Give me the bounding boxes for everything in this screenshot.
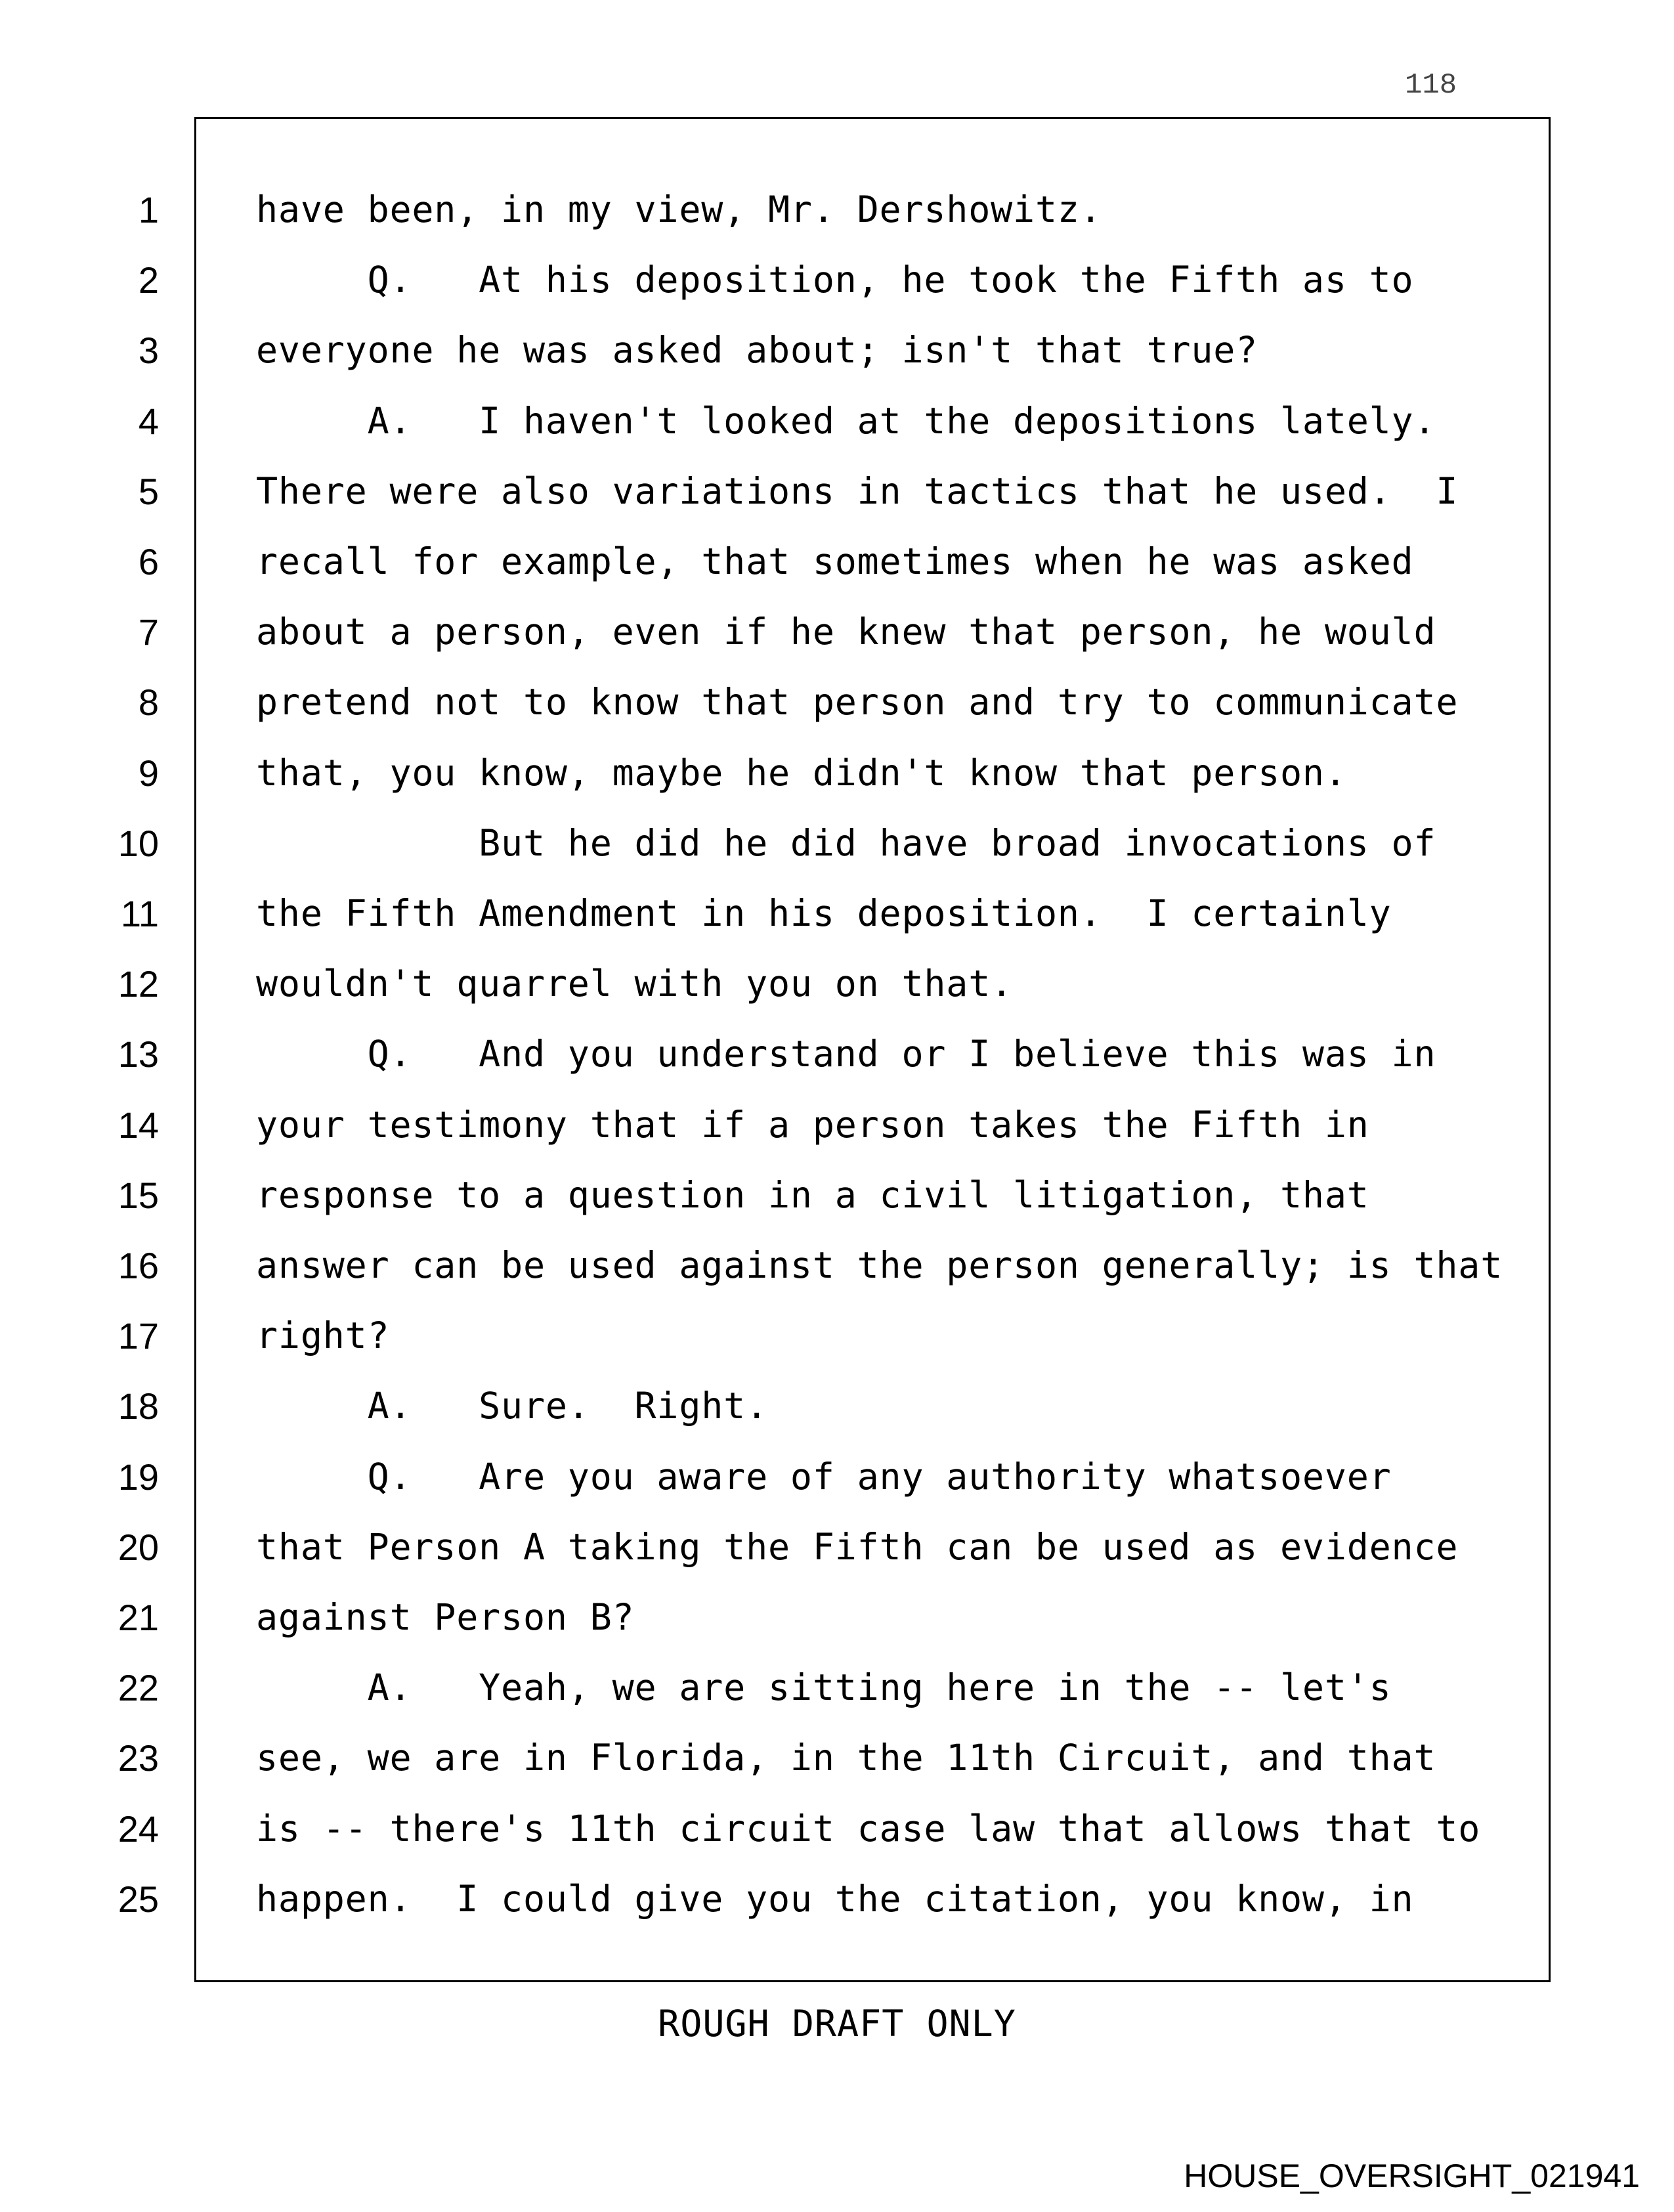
line-number: 3 — [138, 330, 159, 371]
line-number: 6 — [138, 541, 159, 582]
transcript-line: Q. And you understand or I believe this was in — [256, 1033, 1436, 1075]
transcript-line: But he did he did have broad invocations of — [256, 822, 1436, 864]
transcript-line: pretend not to know that person and try to communicate — [256, 681, 1459, 723]
transcript-line: recall for example, that sometimes when he was asked — [256, 540, 1414, 582]
line-number: 19 — [118, 1456, 159, 1498]
transcript-line: A. Sure. Right. — [256, 1385, 768, 1427]
line-number: 25 — [118, 1878, 159, 1920]
line-number: 11 — [120, 893, 159, 934]
line-number: 17 — [118, 1315, 159, 1356]
line-number: 10 — [118, 823, 159, 864]
line-number: 24 — [118, 1808, 159, 1850]
line-number: 1 — [138, 189, 159, 230]
line-number: 13 — [118, 1033, 159, 1075]
transcript-line: answer can be used against the person generally; is that — [256, 1244, 1503, 1286]
transcript-line: is -- there's 11th circuit case law that allows that to — [256, 1808, 1481, 1850]
transcript-line: that, you know, maybe he didn't know that person. — [256, 752, 1347, 794]
transcript-line: happen. I could give you the citation, you know, in — [256, 1878, 1414, 1920]
transcript-line: your testimony that if a person takes the Fifth in — [256, 1104, 1369, 1146]
transcript-line: A. Yeah, we are sitting here in the -- let's — [256, 1666, 1392, 1708]
line-number: 18 — [118, 1385, 159, 1427]
line-number: 23 — [118, 1737, 159, 1779]
line-number: 7 — [138, 611, 159, 653]
line-number: 2 — [138, 259, 159, 301]
line-number: 20 — [118, 1527, 159, 1568]
transcript-line: right? — [256, 1314, 390, 1356]
transcript-line: about a person, even if he knew that person, he would — [256, 611, 1436, 653]
line-number: 15 — [118, 1175, 159, 1216]
line-number: 4 — [138, 401, 159, 442]
line-number: 9 — [138, 752, 159, 794]
transcript-line: wouldn't quarrel with you on that. — [256, 963, 1014, 1005]
bates-number: HOUSE_OVERSIGHT_021941 — [1184, 2158, 1640, 2194]
transcript-line: response to a question in a civil litigation, that — [256, 1174, 1369, 1216]
line-number: 16 — [118, 1245, 159, 1286]
transcript-line: A. I haven't looked at the depositions lately. — [256, 400, 1436, 442]
line-number: 5 — [138, 471, 159, 512]
transcript-line: see, we are in Florida, in the 11th Circuit, and that — [256, 1737, 1436, 1779]
transcript-line: that Person A taking the Fifth can be used as evidence — [256, 1526, 1459, 1568]
line-number: 8 — [138, 682, 159, 723]
transcript-line: have been, in my view, Mr. Dershowitz. — [256, 188, 1102, 230]
transcript-line: everyone he was asked about; isn't that true? — [256, 329, 1258, 371]
transcript-line: the Fifth Amendment in his deposition. I certainly — [256, 892, 1392, 934]
transcript-line: Q. Are you aware of any authority whatsoever — [256, 1456, 1392, 1498]
transcript-line: against Person B? — [256, 1596, 635, 1638]
page-number: 118 — [1405, 69, 1457, 102]
transcript-line: Q. At his deposition, he took the Fifth as to — [256, 259, 1414, 301]
rough-draft-footer: ROUGH DRAFT ONLY — [658, 2003, 1016, 2045]
line-number: 12 — [118, 963, 159, 1005]
line-number: 22 — [118, 1667, 159, 1708]
line-number: 21 — [118, 1597, 159, 1638]
line-number: 14 — [118, 1104, 159, 1146]
transcript-line: There were also variations in tactics that he used. I — [256, 470, 1459, 512]
